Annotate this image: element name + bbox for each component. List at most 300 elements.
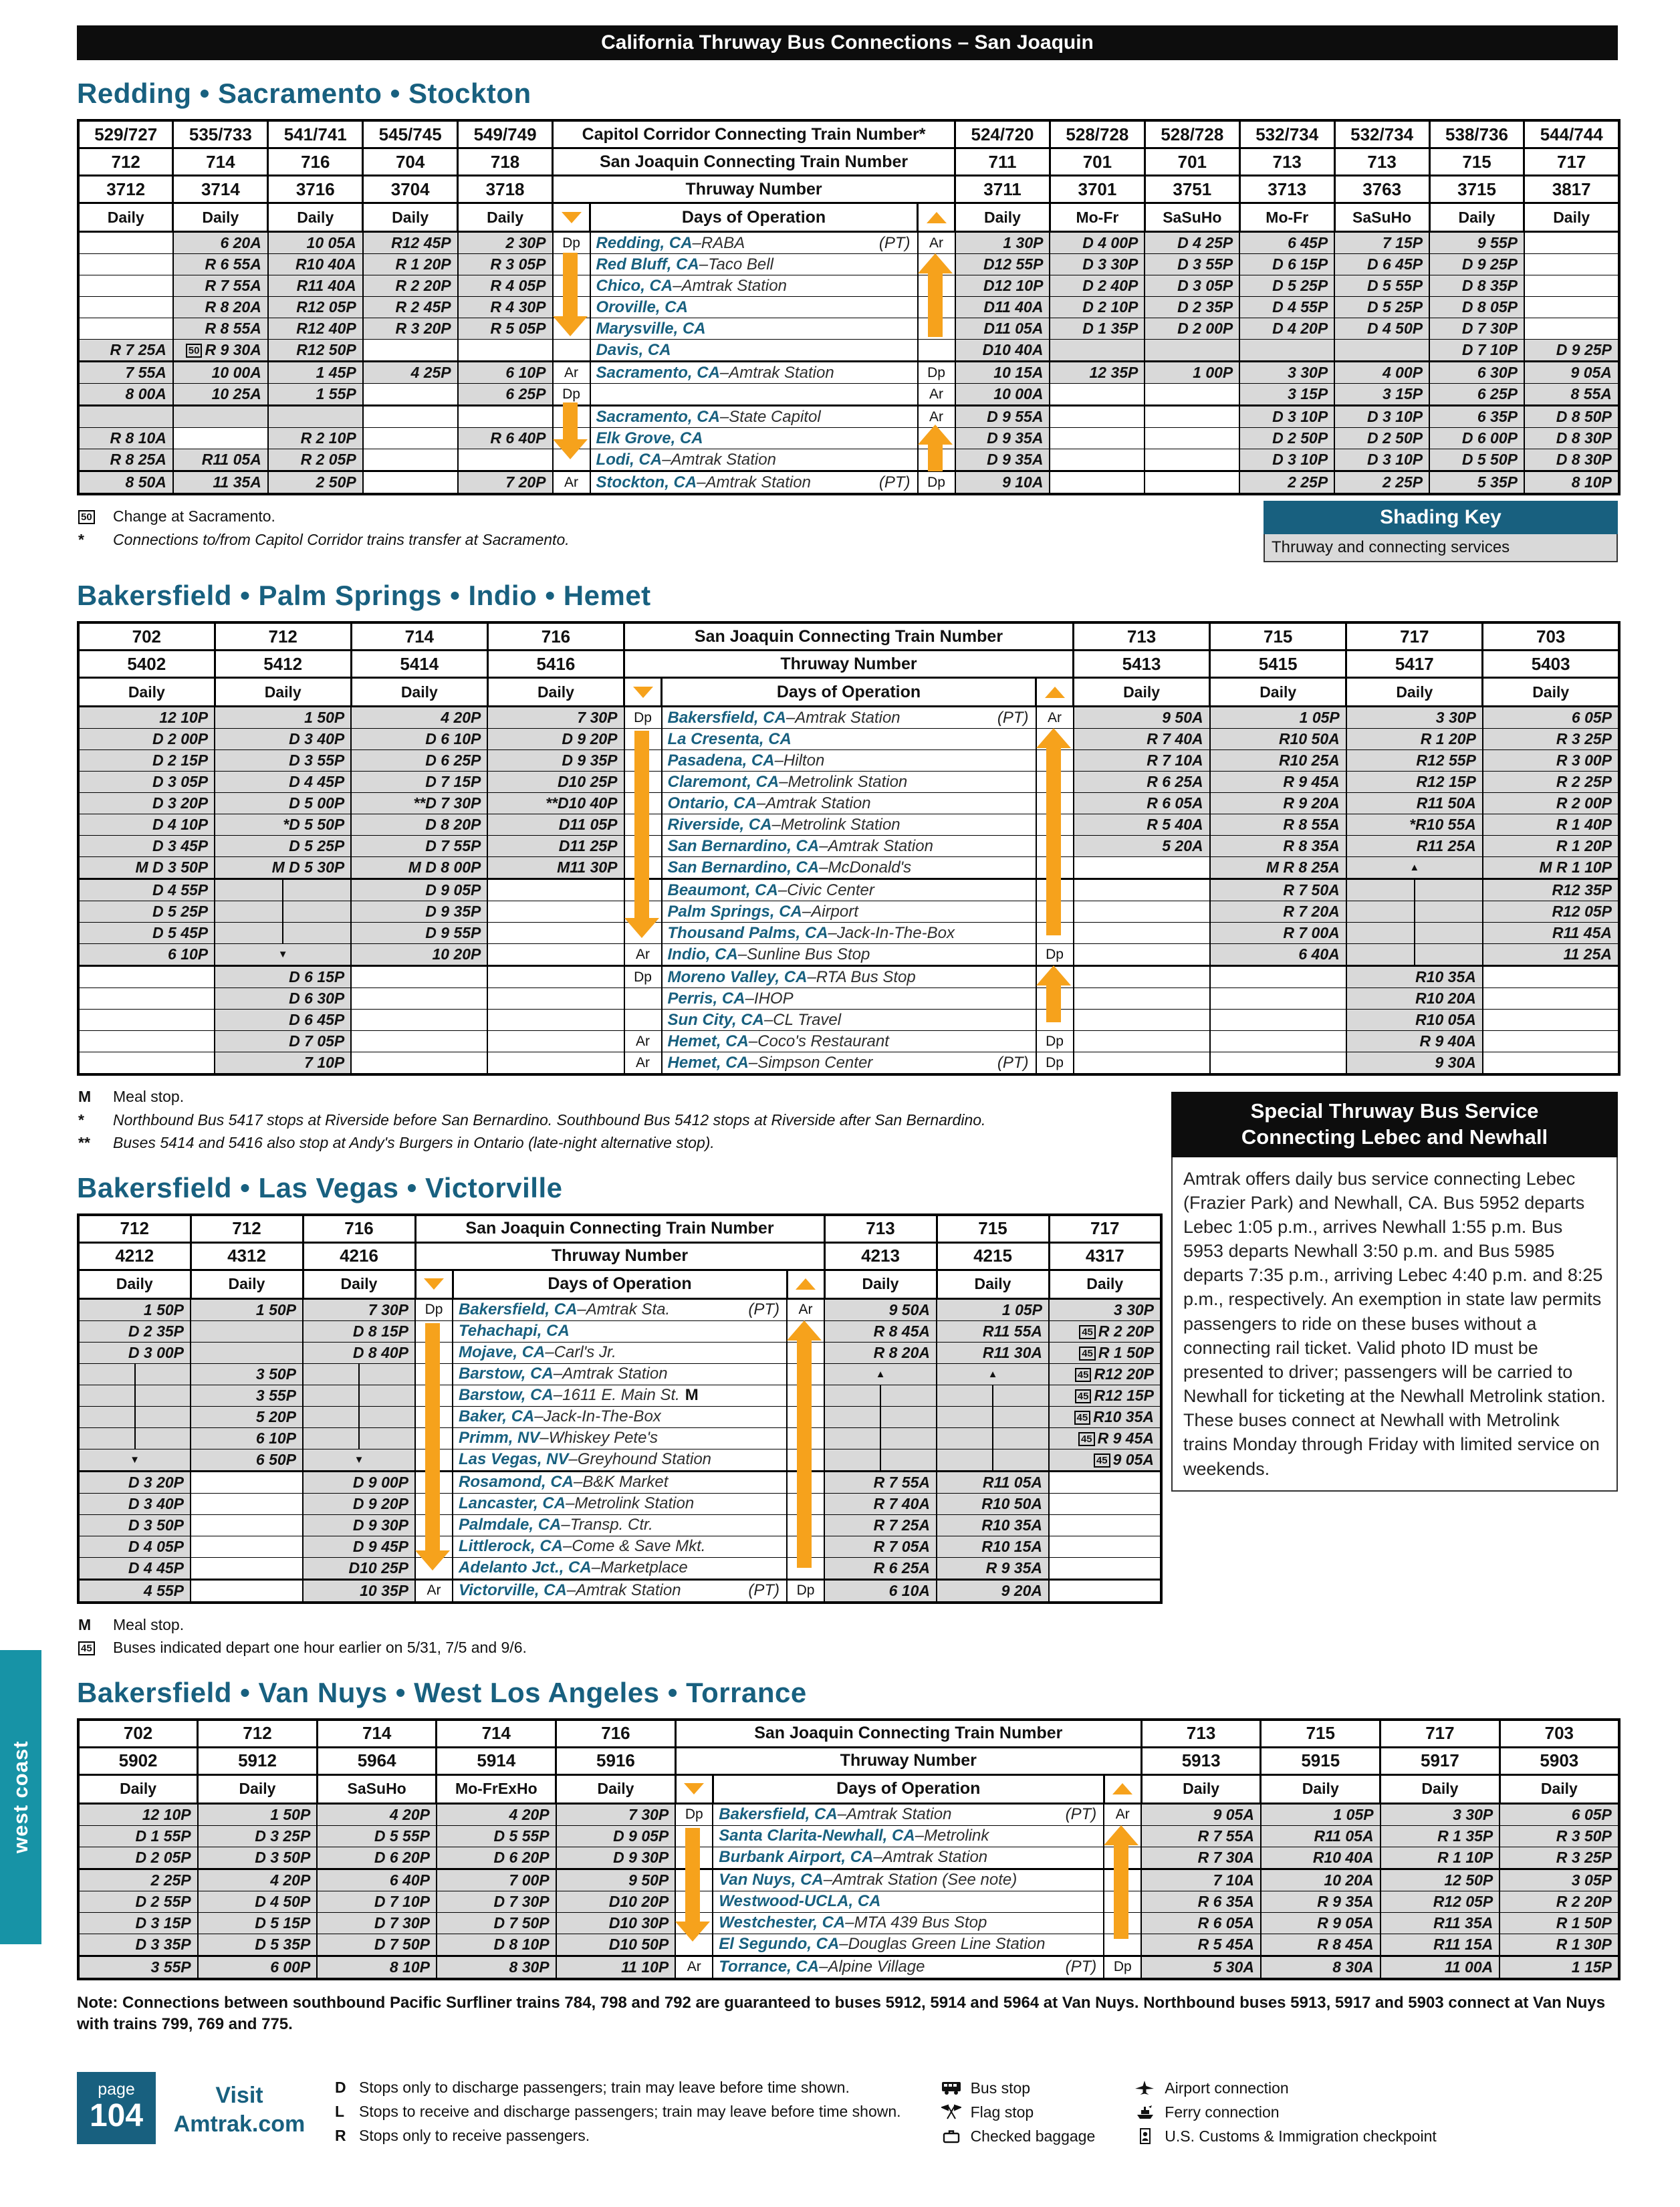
table-row <box>78 814 1619 836</box>
time-cell: 6 10P <box>191 1427 303 1449</box>
arrive-depart-marker-cell <box>787 1363 824 1385</box>
arrive-depart-marker-cell: Dp <box>787 1579 824 1603</box>
table-row <box>78 1803 1619 1825</box>
table-header-cell: Daily <box>937 1270 1049 1298</box>
time-cell: D 1 35P <box>1050 318 1145 340</box>
table-header-cell: 717 <box>1049 1215 1161 1243</box>
time-cell: 3 50P <box>191 1363 303 1385</box>
station-cell <box>713 1825 1104 1847</box>
page-number: 104 <box>89 2098 144 2134</box>
station-city: Palm Springs, CA <box>667 902 802 921</box>
time-cell: 1 50P <box>215 707 351 729</box>
page-badge-label: page <box>98 2080 135 2099</box>
arrive-depart-marker-cell <box>415 1342 453 1363</box>
arrive-depart-marker-cell <box>624 988 662 1010</box>
time-cell: D 5 55P <box>1334 275 1429 297</box>
timetable-redding-sacramento-stockton <box>77 119 1618 495</box>
station-city: Bakersfield, CA <box>459 1300 578 1318</box>
legend-key: L <box>335 2102 345 2120</box>
table-header-cell: Daily <box>303 1270 415 1298</box>
time-cell: D 7 30P <box>317 1912 437 1934</box>
table-header-cell: 5902 <box>78 1747 198 1774</box>
table-header-cell: 532/734 <box>1334 120 1429 148</box>
table-row <box>78 988 1619 1010</box>
time-cell <box>78 1031 215 1052</box>
table-header-cell: 5414 <box>351 651 487 678</box>
table-header-cell: 529/727 <box>78 120 173 148</box>
time-cell: R10 25A <box>1210 750 1346 772</box>
time-cell <box>173 406 268 428</box>
time-cell: D 3 55P <box>1145 254 1239 275</box>
time-cell <box>78 1406 191 1427</box>
time-cell <box>363 428 458 449</box>
table-header-cell: San Joaquin Connecting Train Number <box>553 148 955 176</box>
time-cell: D11 25P <box>487 836 624 857</box>
time-cell <box>487 1010 624 1031</box>
time-cell: R 9 35A <box>937 1557 1049 1579</box>
time-cell <box>487 966 624 988</box>
station-suffix: –Civic Center <box>777 881 874 899</box>
time-cell: R12 55P <box>1346 750 1483 772</box>
station-cell <box>713 1934 1104 1956</box>
table-header-cell: 3701 <box>1050 176 1145 203</box>
time-cell: R 7 25A <box>78 340 173 362</box>
table-header-cell: Daily <box>458 203 553 232</box>
time-cell <box>78 1385 191 1406</box>
station-city: Ontario, CA <box>667 794 757 812</box>
table-header-cell: 702 <box>78 622 215 651</box>
time-cell: 11 35A <box>173 471 268 495</box>
time-cell: R 4 05P <box>458 275 553 297</box>
time-cell: D 4 10P <box>78 814 215 836</box>
arrive-depart-marker-cell <box>1036 793 1074 814</box>
station-city: Barstow, CA <box>459 1386 554 1404</box>
arrive-depart-marker-cell <box>415 1471 453 1493</box>
arrive-depart-marker-cell <box>415 1320 453 1342</box>
time-cell <box>215 879 351 901</box>
time-cell <box>1524 297 1619 318</box>
time-cell: R 8 10A <box>78 428 173 449</box>
arrive-depart-marker-cell: Ar <box>787 1298 824 1320</box>
time-cell: D 5 15P <box>198 1912 318 1934</box>
table-header-cell: 712 <box>78 1215 191 1243</box>
timetable-grid <box>77 1718 1621 1980</box>
time-cell: D11 05P <box>487 814 624 836</box>
legend-row <box>335 2124 901 2148</box>
arrive-depart-marker-cell <box>553 340 590 362</box>
time-cell: 3 15P <box>1334 384 1429 406</box>
arrive-depart-marker-cell <box>675 1869 713 1891</box>
station-suffix: –Metrolink Station <box>779 772 908 791</box>
station-city: Santa Clarita-Newhall, CA <box>719 1827 915 1845</box>
station-city: San Bernardino, CA <box>667 836 820 855</box>
table-row <box>78 1449 1161 1471</box>
station-cell <box>662 857 1036 879</box>
table-row <box>78 1052 1619 1075</box>
table-header-cell: SaSuHo <box>317 1774 437 1803</box>
time-cell: 6 30P <box>1429 362 1524 384</box>
time-cell: D 7 15P <box>351 772 487 793</box>
arrive-depart-marker-cell: Ar <box>624 1031 662 1052</box>
station-city: Bakersfield, CA <box>719 1805 838 1823</box>
time-cell: R 2 10P <box>268 428 363 449</box>
time-cell: D 5 55P <box>437 1825 556 1847</box>
table-header-cell: 4317 <box>1049 1242 1161 1270</box>
station-city: Mojave, CA <box>459 1343 546 1361</box>
station-suffix: –IHOP <box>745 989 794 1008</box>
time-cell: 5 35P <box>1429 471 1524 495</box>
footnote-text: Meal stop. <box>113 1088 185 1105</box>
arrive-depart-marker-cell <box>624 814 662 836</box>
arrive-depart-marker-cell <box>1036 1010 1074 1031</box>
time-cell <box>1483 988 1619 1010</box>
table-header-cell: Daily <box>1346 678 1483 707</box>
time-cell <box>487 901 624 923</box>
time-cell: 6 10P <box>78 944 215 966</box>
table-header-cell: 532/734 <box>1239 120 1334 148</box>
table-header-cell: 716 <box>268 148 363 176</box>
time-cell: 9 05A <box>1524 362 1619 384</box>
arrive-depart-marker-cell <box>624 923 662 944</box>
time-cell: D 1 55P <box>78 1825 198 1847</box>
footnote-text: Buses indicated depart one hour earlier on 5/31, 7/5 and 9/6. <box>113 1639 527 1656</box>
time-cell: R 7 50A <box>1210 879 1346 901</box>
time-cell <box>351 1031 487 1052</box>
table-notes <box>78 505 570 551</box>
station-cell <box>662 966 1036 988</box>
station-cell <box>662 793 1036 814</box>
timezone-marker: (PT) <box>878 473 911 491</box>
table-header-cell: 717 <box>1346 622 1483 651</box>
time-cell: D 8 30P <box>1524 449 1619 471</box>
table-header-cell: Days of Operation <box>713 1774 1104 1803</box>
time-cell: R12 15P <box>1346 772 1483 793</box>
arrive-depart-marker-cell <box>787 1514 824 1536</box>
table-header-cell: Days of Operation <box>590 203 918 232</box>
legend-text: Stops only to receive passengers. <box>359 2126 590 2144</box>
time-cell: 10 25A <box>173 384 268 406</box>
arrive-depart-marker-cell: Dp <box>624 707 662 729</box>
station-cell <box>662 772 1036 793</box>
table-header-cell: 713 <box>1074 622 1210 651</box>
arrive-depart-marker-cell: Ar <box>675 1956 713 1979</box>
station-city: Thousand Palms, CA <box>667 923 828 942</box>
arrive-depart-marker-cell <box>918 254 955 275</box>
table-header-cell: 717 <box>1381 1720 1500 1748</box>
table-row <box>78 1493 1161 1514</box>
arrive-depart-marker-cell <box>624 772 662 793</box>
table-header-cell: Days of Operation <box>453 1270 787 1298</box>
table-header-cell: Daily <box>78 1774 198 1803</box>
time-cell <box>1049 1557 1161 1579</box>
table-row <box>78 923 1619 944</box>
airport-icon <box>1135 2080 1165 2096</box>
time-cell: 1 45P <box>268 362 363 384</box>
time-cell: D10 50P <box>556 1934 676 1956</box>
visit-label: Visit <box>215 2083 263 2109</box>
station-suffix: –1611 E. Main St. <box>553 1386 680 1404</box>
time-cell: 6 00P <box>198 1956 318 1979</box>
station-city: Littlerock, CA <box>459 1537 564 1555</box>
station-suffix: –Alpine Village <box>819 1958 925 1976</box>
station-suffix: –Amtrak Station <box>553 1365 668 1383</box>
legend-row <box>941 2076 1096 2100</box>
time-cell: D 9 35P <box>487 750 624 772</box>
time-cell <box>191 1579 303 1603</box>
time-cell: 4 25P <box>363 362 458 384</box>
time-cell: D 3 10P <box>1334 449 1429 471</box>
time-cell: D 2 35P <box>78 1320 191 1342</box>
time-cell: 4 20P <box>317 1803 437 1825</box>
arrive-depart-marker-cell <box>624 857 662 879</box>
station-suffix: –McDonald's <box>819 858 912 877</box>
time-cell: D 6 15P <box>215 966 351 988</box>
table-row <box>78 1031 1619 1052</box>
time-cell: D 6 45P <box>1334 254 1429 275</box>
arrive-depart-marker-cell: Dp <box>918 362 955 384</box>
time-cell: D 5 25P <box>1239 275 1334 297</box>
arrive-depart-marker-cell: Ar <box>415 1579 453 1603</box>
arrive-depart-marker-cell <box>918 275 955 297</box>
boxed-footnote-number: 45 <box>1075 1389 1092 1403</box>
table-header-cell: 714 <box>437 1720 556 1748</box>
table-header-cell: 5903 <box>1499 1747 1619 1774</box>
time-cell <box>487 944 624 966</box>
time-cell: R 6 25A <box>824 1557 937 1579</box>
station-cell <box>662 944 1036 966</box>
table-header-cell: Daily <box>191 1270 303 1298</box>
time-cell <box>1050 406 1145 428</box>
time-cell <box>1483 1031 1619 1052</box>
time-cell: R11 35A <box>1381 1912 1500 1934</box>
table-header-cell: 713 <box>824 1215 937 1243</box>
time-cell <box>937 1427 1049 1449</box>
time-cell <box>1145 384 1239 406</box>
time-cell: 1 05P <box>1210 707 1346 729</box>
table-row <box>78 729 1619 750</box>
time-cell <box>303 1427 415 1449</box>
footnote-text: Northbound Bus 5417 stops at Riverside before San Bernardino. Southbound Bus 5412 stops at Riverside after San Bernardino. <box>113 1111 986 1129</box>
table-header-cell: San Joaquin Connecting Train Number <box>415 1215 824 1243</box>
time-cell <box>824 1385 937 1406</box>
station-suffix: –Amtrak Station <box>662 450 776 469</box>
table-row <box>78 1869 1619 1891</box>
page-footer <box>77 2072 1618 2148</box>
time-cell: D 5 25P <box>1334 297 1429 318</box>
table-header-cell: Daily <box>955 203 1050 232</box>
time-cell <box>78 275 173 297</box>
time-cell <box>1239 340 1334 362</box>
footnote-symbol: M <box>78 1088 92 1105</box>
time-cell: R 9 35A <box>1261 1891 1381 1912</box>
station-city: Redding, CA <box>596 233 693 252</box>
time-cell: 10 35P <box>303 1579 415 1603</box>
time-cell <box>1145 340 1239 362</box>
table-row <box>78 750 1619 772</box>
time-cell: R12 40P <box>268 318 363 340</box>
station-suffix: –Marketplace <box>591 1558 688 1577</box>
table-header-cell: 5964 <box>317 1747 437 1774</box>
time-cell: R12 35P <box>1483 879 1619 901</box>
station-city: La Cresenta, CA <box>667 729 792 748</box>
time-cell: *R10 55A <box>1346 814 1483 836</box>
station-city: Barstow, CA <box>459 1365 554 1383</box>
arrive-depart-marker-cell <box>553 449 590 471</box>
arrive-depart-marker-cell <box>624 1010 662 1031</box>
arrive-depart-marker-cell <box>675 1891 713 1912</box>
arrive-depart-marker-cell <box>553 318 590 340</box>
arrive-depart-marker-cell <box>415 1449 453 1471</box>
arrive-depart-marker-cell <box>787 1342 824 1363</box>
table-header-cell: 544/744 <box>1524 120 1619 148</box>
time-cell <box>78 1052 215 1075</box>
section-title-bakersfield-las-vegas-victorville: Bakersfield • Las Vegas • Victorville <box>77 1171 563 1203</box>
time-cell: D 9 20P <box>303 1493 415 1514</box>
arrive-depart-marker-cell <box>675 1825 713 1847</box>
time-cell: 1 00P <box>1145 362 1239 384</box>
table-row <box>78 1557 1161 1579</box>
time-cell: 2 25P <box>1334 471 1429 495</box>
time-cell: D 6 00P <box>1429 428 1524 449</box>
station-city: Red Bluff, CA <box>596 255 699 273</box>
time-cell <box>487 1052 624 1075</box>
arrive-depart-marker-cell <box>918 297 955 318</box>
table-header-cell: 5913 <box>1141 1747 1261 1774</box>
legend-row <box>335 2100 901 2124</box>
arrive-depart-marker-cell <box>675 1847 713 1869</box>
time-cell: R 2 05P <box>268 449 363 471</box>
legend-text: Checked baggage <box>970 2127 1096 2145</box>
station-suffix: –Hilton <box>774 751 825 770</box>
table-row <box>78 1847 1619 1869</box>
meal-stop-marker: M <box>685 1386 699 1404</box>
table-header-cell: Daily <box>1381 1774 1500 1803</box>
time-cell: D 9 30P <box>556 1847 676 1869</box>
time-cell: R 8 35A <box>1210 836 1346 857</box>
table-header-cell: 711 <box>955 148 1050 176</box>
time-cell: D12 10P <box>955 275 1050 297</box>
arrive-depart-marker-cell <box>415 1557 453 1579</box>
time-cell: 3 30P <box>1239 362 1334 384</box>
time-cell: R11 05A <box>1261 1825 1381 1847</box>
arrive-depart-marker-cell <box>787 1320 824 1342</box>
time-cell: 2 30P <box>458 232 553 254</box>
time-cell: D 9 25P <box>1524 340 1619 362</box>
time-cell: 7 10A <box>1141 1869 1261 1891</box>
legend-key: R <box>335 2126 346 2144</box>
time-cell: R 5 45A <box>1141 1934 1261 1956</box>
station-cell <box>453 1536 787 1557</box>
legend-text: Ferry connection <box>1165 2103 1280 2121</box>
station-cell <box>453 1320 787 1342</box>
table-row <box>78 793 1619 814</box>
time-cell <box>78 318 173 340</box>
time-cell <box>1483 1010 1619 1031</box>
station-cell <box>453 1471 787 1493</box>
footnote <box>78 505 570 528</box>
time-cell: D 3 15P <box>78 1912 198 1934</box>
arrive-depart-marker-cell: Dp <box>1036 1052 1074 1075</box>
table-header-cell: Daily <box>1210 678 1346 707</box>
arrive-depart-marker-cell <box>553 406 590 428</box>
table-header-cell: 714 <box>351 622 487 651</box>
time-cell <box>1524 232 1619 254</box>
time-cell: D10 25P <box>303 1557 415 1579</box>
arrive-depart-marker-cell <box>624 750 662 772</box>
arrive-depart-marker-cell <box>624 729 662 750</box>
arrive-depart-marker-cell: Dp <box>1036 1031 1074 1052</box>
station-cell <box>590 406 918 428</box>
time-cell <box>78 1010 215 1031</box>
time-cell: D10 30P <box>556 1912 676 1934</box>
time-cell: R 8 25A <box>78 449 173 471</box>
legend-letters <box>335 2076 901 2147</box>
time-cell: R 9 05A <box>1261 1912 1381 1934</box>
time-cell: R 1 20P <box>1346 729 1483 750</box>
table-header-cell: Thruway Number <box>675 1747 1141 1774</box>
table-row <box>78 1579 1161 1603</box>
time-cell: D 4 50P <box>1334 318 1429 340</box>
station-cell <box>453 1363 787 1385</box>
station-suffix: –RTA Bus Stop <box>807 967 916 986</box>
time-cell: D 7 50P <box>317 1934 437 1956</box>
arrive-depart-marker-cell: Dp <box>553 384 590 406</box>
time-cell: R10 15A <box>937 1536 1049 1557</box>
time-cell: 6 35P <box>1429 406 1524 428</box>
time-cell: R 5 05P <box>458 318 553 340</box>
table-header-cell: Mo-Fr <box>1050 203 1145 232</box>
table-row <box>78 1320 1161 1342</box>
table-header-cell: 717 <box>1524 148 1619 176</box>
table-header-cell: 549/749 <box>458 120 553 148</box>
arrive-depart-marker-cell: Dp <box>553 232 590 254</box>
arrive-depart-marker-cell: Dp <box>675 1803 713 1825</box>
station-cell <box>662 1031 1036 1052</box>
time-cell: 9 20A <box>937 1579 1049 1603</box>
time-cell <box>78 1427 191 1449</box>
station-suffix: –Simpson Center <box>748 1053 873 1072</box>
time-cell: R 3 50P <box>1499 1825 1619 1847</box>
time-cell: R11 45A <box>1483 923 1619 944</box>
time-cell: D 8 50P <box>1524 406 1619 428</box>
table-row <box>78 1385 1161 1406</box>
time-cell: ▲ <box>1346 857 1483 879</box>
station-cell <box>453 1514 787 1536</box>
arrive-depart-marker-cell <box>1036 750 1074 772</box>
time-cell: 8 10P <box>1524 471 1619 495</box>
time-cell: D 6 20P <box>317 1847 437 1869</box>
time-cell <box>363 471 458 495</box>
time-cell: **D 7 30P <box>351 793 487 814</box>
time-cell: 6 10A <box>824 1579 937 1603</box>
station-suffix: –Airport <box>802 902 858 921</box>
arrive-depart-marker-cell <box>787 1427 824 1449</box>
legend-row <box>335 2076 901 2100</box>
section-title-redding-sacramento-stockton: Redding • Sacramento • Stockton <box>77 78 531 109</box>
time-cell <box>191 1493 303 1514</box>
time-cell: D 7 50P <box>437 1912 556 1934</box>
time-cell <box>1145 428 1239 449</box>
arrive-depart-marker-cell <box>1104 1847 1141 1869</box>
time-cell: 10 20A <box>1261 1869 1381 1891</box>
shading-key-entry: Thruway and connecting services <box>1264 534 1618 562</box>
time-cell: 1 50P <box>198 1803 318 1825</box>
time-cell: D 2 05P <box>78 1847 198 1869</box>
table-header-cell: 715 <box>1210 622 1346 651</box>
station-city: Primm, NV <box>459 1429 540 1447</box>
arrive-depart-marker-cell <box>553 254 590 275</box>
time-cell: 3 55P <box>78 1956 198 1979</box>
